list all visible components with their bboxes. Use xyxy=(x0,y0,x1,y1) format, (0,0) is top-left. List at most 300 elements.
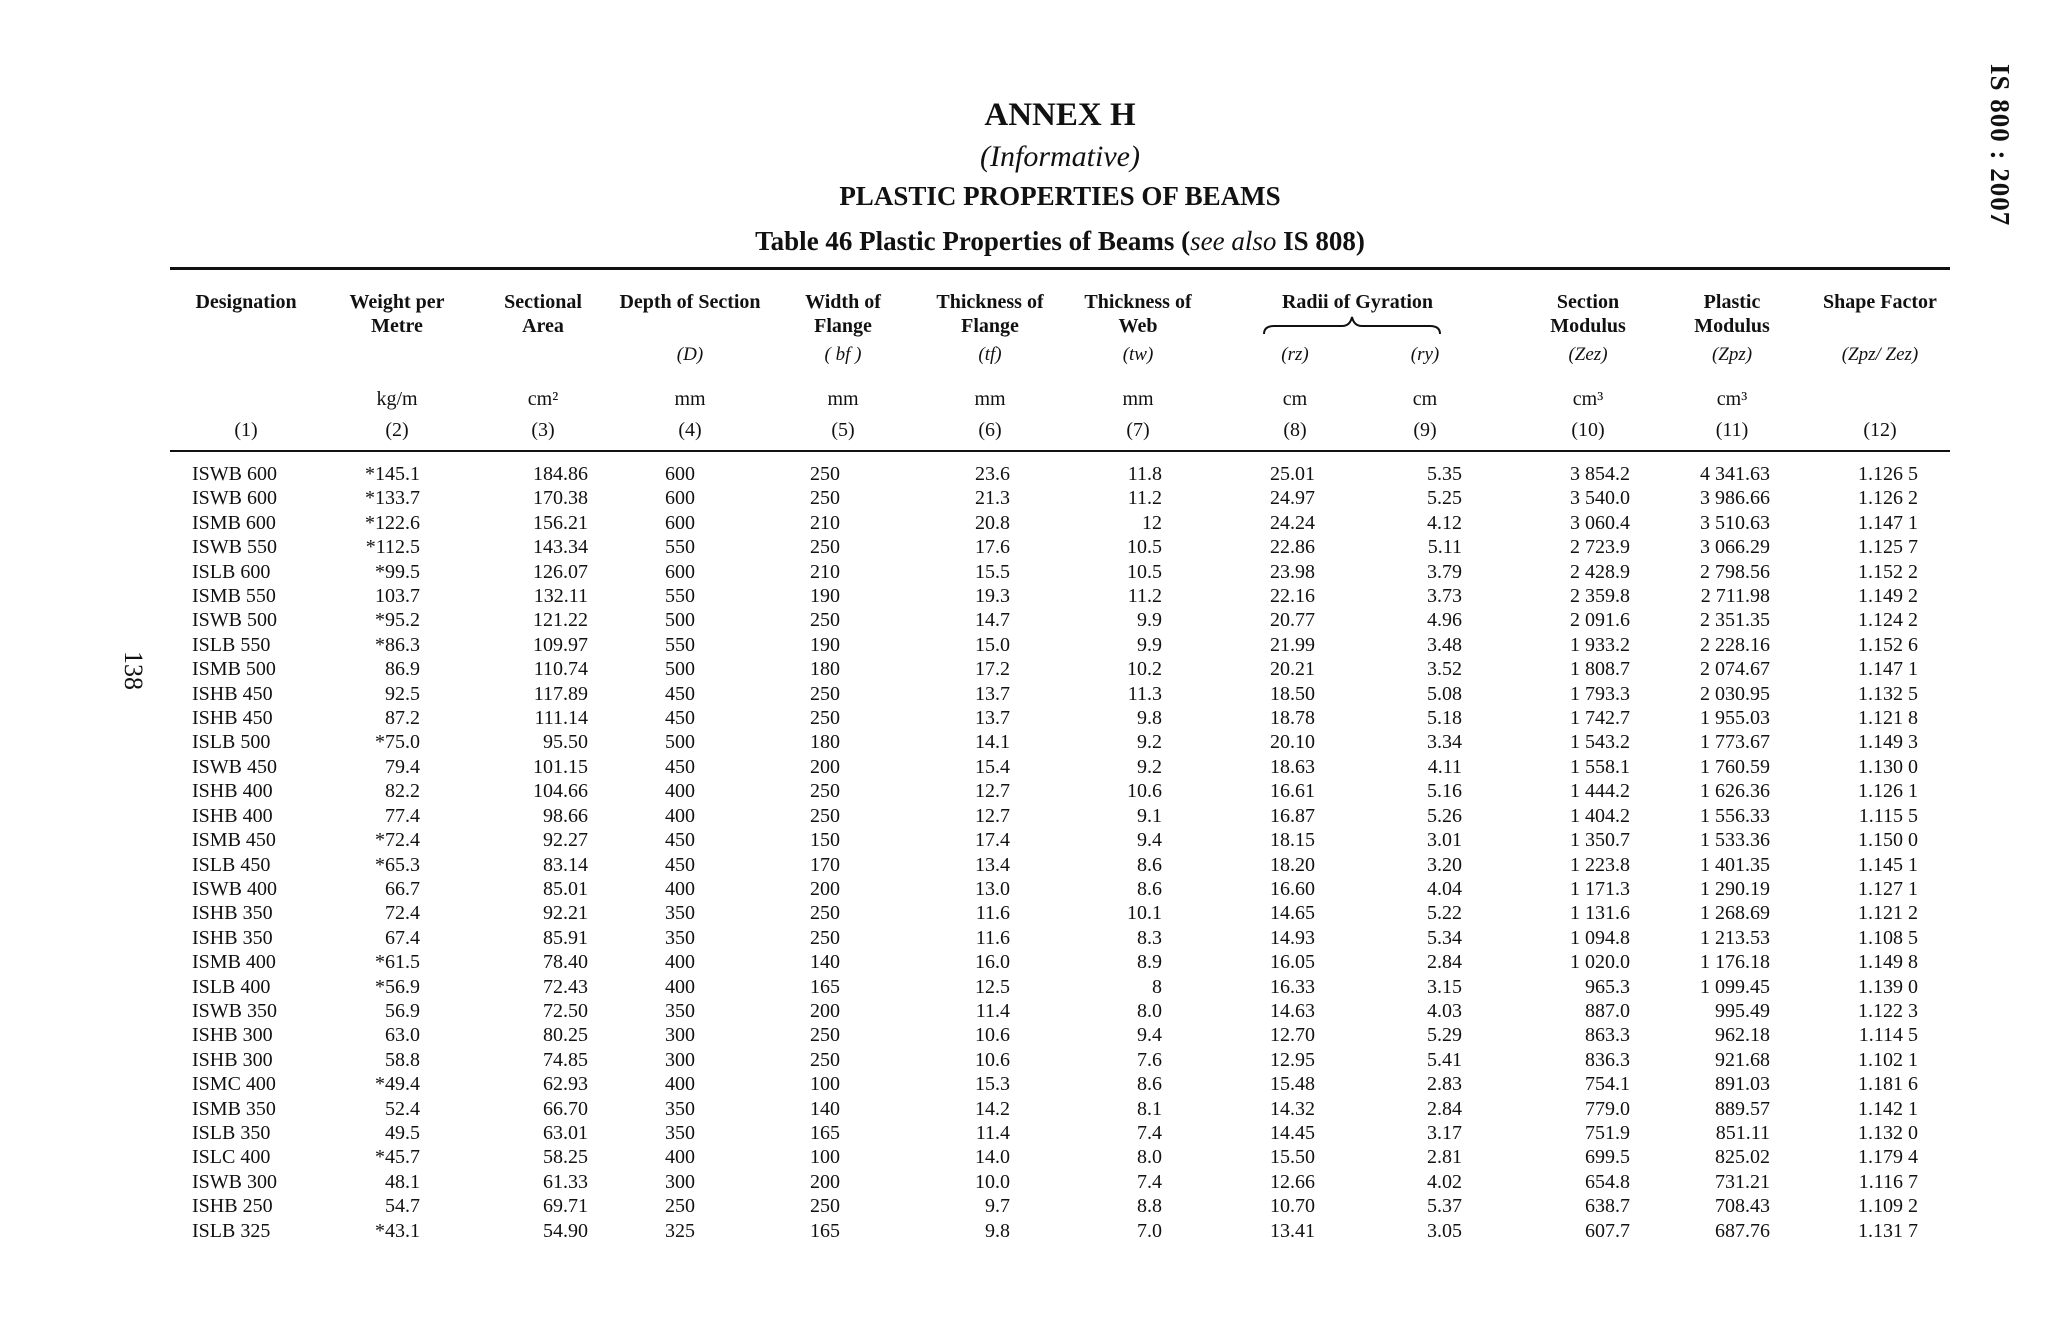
table-cell: 1 808.7 xyxy=(1570,658,1630,681)
table-cell: ISLB 550 xyxy=(192,633,271,656)
table-cell: 1.150 0 xyxy=(1858,829,1918,852)
table-cell: 17.6 xyxy=(975,536,1010,559)
column-header-line: Depth of Section xyxy=(619,291,761,313)
header-bottom-rule xyxy=(170,450,1950,452)
table-cell: 2.84 xyxy=(1427,1097,1462,1120)
column-header-10 xyxy=(1513,290,1663,338)
table-cell: 4.96 xyxy=(1427,609,1462,632)
table-cell: 10.6 xyxy=(975,1024,1010,1047)
table-cell: 13.41 xyxy=(1270,1219,1315,1242)
table-cell: 1 444.2 xyxy=(1570,780,1630,803)
table-cell: ISMB 500 xyxy=(192,658,276,681)
table-cell: 250 xyxy=(810,707,840,730)
table-cell: 18.20 xyxy=(1270,853,1315,876)
table-cell: 11.6 xyxy=(975,926,1010,949)
table-cell: 250 xyxy=(810,780,840,803)
column-number-4: (4) xyxy=(678,419,702,441)
table-cell: 184.86 xyxy=(533,463,588,485)
table-cell: 103.7 xyxy=(375,585,420,608)
table-cell: 500 xyxy=(665,658,695,681)
table-row xyxy=(192,853,1950,877)
table-cell: 779.0 xyxy=(1585,1097,1630,1120)
table-cell: 22.16 xyxy=(1270,585,1315,608)
table-cell: 170 xyxy=(810,853,840,876)
table-cell: 16.05 xyxy=(1270,951,1315,974)
table-cell: 1.179 4 xyxy=(1858,1146,1918,1169)
table-cell: 92.27 xyxy=(543,829,588,852)
table-cell: 8.6 xyxy=(1137,1073,1162,1096)
table-cell: ISWB 600 xyxy=(192,463,277,485)
column-symbol-9: (ry) xyxy=(1410,344,1440,365)
table-cell: 20.8 xyxy=(975,511,1010,534)
table-cell: 82.2 xyxy=(385,780,420,803)
column-number-9: (9) xyxy=(1413,419,1437,441)
table-cell: 1.147 1 xyxy=(1858,658,1918,681)
table-cell: 83.14 xyxy=(543,853,588,876)
table-cell: 56.9 xyxy=(385,999,420,1022)
table-cell: ISHB 450 xyxy=(192,682,273,705)
table-cell: 1 099.45 xyxy=(1700,975,1770,998)
column-header-line: Designation xyxy=(195,291,297,313)
table-cell: 12.7 xyxy=(975,804,1010,827)
table-cell: 170.38 xyxy=(533,487,588,510)
table-row xyxy=(192,1121,1950,1145)
table-cell: 77.4 xyxy=(385,804,420,827)
table-cell: 21.99 xyxy=(1270,633,1315,656)
column-header-1 xyxy=(171,290,321,314)
table-row xyxy=(192,1219,1950,1243)
column-unit-8: cm xyxy=(1282,388,1308,410)
table-cell: 16.33 xyxy=(1270,975,1315,998)
column-symbol-8: (rz) xyxy=(1281,344,1309,365)
table-cell: 1.126 2 xyxy=(1858,487,1918,510)
table-cell: 63.0 xyxy=(385,1024,420,1047)
table-cell: 80.25 xyxy=(543,1024,588,1047)
table-cell: 78.40 xyxy=(543,951,588,974)
column-header-line: Thickness of xyxy=(1084,291,1192,313)
table-cell: 9.8 xyxy=(985,1219,1010,1242)
table-cell: 4.12 xyxy=(1427,511,1462,534)
table-cell: 87.2 xyxy=(385,707,420,730)
table-cell: 600 xyxy=(665,560,695,583)
table-row xyxy=(192,1170,1950,1194)
column-number-1: (1) xyxy=(234,419,258,441)
column-symbol-10: (Zez) xyxy=(1568,344,1608,365)
table-row xyxy=(192,1023,1950,1047)
table-cell: 500 xyxy=(665,609,695,632)
table-cell: 1 020.0 xyxy=(1570,951,1630,974)
table-cell: 731.21 xyxy=(1715,1170,1770,1193)
table-cell: 10.5 xyxy=(1127,560,1162,583)
table-cell: 1 131.6 xyxy=(1570,902,1630,925)
table-cell: 48.1 xyxy=(385,1170,420,1193)
table-cell: 250 xyxy=(810,487,840,510)
table-cell: 250 xyxy=(810,1024,840,1047)
table-row xyxy=(192,706,1950,730)
table-cell: 1 933.2 xyxy=(1570,633,1630,656)
table-cell: 165 xyxy=(810,1219,840,1242)
table-cell: 1.125 7 xyxy=(1858,536,1918,559)
table-cell: 14.45 xyxy=(1270,1121,1315,1144)
table-cell: 1.102 1 xyxy=(1858,1048,1918,1071)
table-cell: 1.114 5 xyxy=(1858,1024,1918,1047)
table-row xyxy=(192,657,1950,681)
table-cell: 180 xyxy=(810,731,840,754)
table-cell: 3 854.2 xyxy=(1570,463,1630,485)
table-cell: 85.01 xyxy=(543,877,588,900)
table-cell: 1.149 8 xyxy=(1858,951,1918,974)
table-row xyxy=(192,901,1950,925)
table-cell: 62.93 xyxy=(543,1073,588,1096)
table-cell: *65.3 xyxy=(375,853,420,876)
column-symbol-12: (Zpz/ Zez) xyxy=(1841,344,1919,365)
column-symbol-11: (Zpz) xyxy=(1711,344,1753,365)
table-cell: 9.4 xyxy=(1137,829,1162,852)
table-cell: 350 xyxy=(665,999,695,1022)
table-row xyxy=(192,682,1950,706)
section-title: PLASTIC PROPERTIES OF BEAMS xyxy=(839,181,1281,211)
table-cell: 1.131 7 xyxy=(1858,1219,1918,1242)
table-cell: 3 510.63 xyxy=(1700,511,1770,534)
column-header-4 xyxy=(615,290,765,314)
table-cell: 1.149 2 xyxy=(1858,585,1918,608)
table-row xyxy=(192,486,1950,510)
table-cell: 17.2 xyxy=(975,658,1010,681)
table-cell: 1.147 1 xyxy=(1858,511,1918,534)
table-cell: 49.5 xyxy=(385,1121,420,1144)
table-title-suffix: IS 808) xyxy=(1276,226,1365,256)
table-cell: 1 213.53 xyxy=(1700,926,1770,949)
table-cell: 5.22 xyxy=(1427,902,1462,925)
table-row xyxy=(192,608,1950,632)
table-cell: 10.1 xyxy=(1127,902,1162,925)
column-header-line: Weight per xyxy=(349,291,445,313)
table-cell: 14.65 xyxy=(1270,902,1315,925)
table-cell: 4.03 xyxy=(1427,999,1462,1022)
table-cell: 8.3 xyxy=(1137,926,1162,949)
table-cell: 1 401.35 xyxy=(1700,853,1770,876)
table-cell: 190 xyxy=(810,585,840,608)
table-cell: 550 xyxy=(665,585,695,608)
table-cell: 210 xyxy=(810,560,840,583)
table-cell: 400 xyxy=(665,1146,695,1169)
table-cell: *86.3 xyxy=(375,633,420,656)
table-cell: 3.05 xyxy=(1427,1219,1462,1242)
table-cell: 117.89 xyxy=(533,682,588,705)
table-cell: 1.124 2 xyxy=(1858,609,1918,632)
table-cell: 10.0 xyxy=(975,1170,1010,1193)
table-cell: 1 543.2 xyxy=(1570,731,1630,754)
table-cell: 16.0 xyxy=(975,951,1010,974)
column-header-2 xyxy=(322,290,472,338)
table-cell: 14.1 xyxy=(975,731,1010,754)
column-number-12: (12) xyxy=(1863,419,1897,441)
column-unit-11: cm³ xyxy=(1716,388,1748,410)
table-cell: 9.9 xyxy=(1137,633,1162,656)
table-cell: ISWB 500 xyxy=(192,609,277,632)
table-cell: 180 xyxy=(810,658,840,681)
table-cell: 1.181 6 xyxy=(1858,1073,1918,1096)
table-cell: 450 xyxy=(665,853,695,876)
table-cell: 165 xyxy=(810,975,840,998)
table-cell: ISHB 450 xyxy=(192,707,273,730)
table-cell: 12.70 xyxy=(1270,1024,1315,1047)
table-cell: 3.01 xyxy=(1427,829,1462,852)
table-cell: 4 341.63 xyxy=(1700,463,1770,485)
table-cell: 8.9 xyxy=(1137,951,1162,974)
column-number-2: (2) xyxy=(385,419,409,441)
table-cell: 1 533.36 xyxy=(1700,829,1770,852)
table-cell: 69.71 xyxy=(543,1195,588,1218)
table-cell: 3.20 xyxy=(1427,853,1462,876)
table-row xyxy=(192,1048,1950,1072)
table-cell: 8.1 xyxy=(1137,1097,1162,1120)
table-cell: 14.2 xyxy=(975,1097,1010,1120)
table-cell: 58.25 xyxy=(543,1146,588,1169)
table-cell: 92.5 xyxy=(385,682,420,705)
table-row xyxy=(192,779,1950,803)
table-cell: 1.121 2 xyxy=(1858,902,1918,925)
table-cell: 143.34 xyxy=(533,536,588,559)
column-header-line: Sectional xyxy=(504,291,582,313)
table-row xyxy=(192,877,1950,901)
table-cell: 8.0 xyxy=(1137,999,1162,1022)
table-cell: 24.24 xyxy=(1270,511,1315,534)
table-cell: 9.1 xyxy=(1137,804,1162,827)
table-cell: 5.25 xyxy=(1427,487,1462,510)
table-cell: 79.4 xyxy=(385,755,420,778)
table-cell: 600 xyxy=(665,511,695,534)
table-row xyxy=(192,560,1950,584)
column-header-3 xyxy=(468,290,618,338)
table-cell: *61.5 xyxy=(375,951,420,974)
table-cell: 110.74 xyxy=(533,658,588,681)
table-cell: 450 xyxy=(665,755,695,778)
title-block xyxy=(170,95,1950,261)
table-cell: 14.63 xyxy=(1270,999,1315,1022)
table-cell: 1.127 1 xyxy=(1858,877,1918,900)
column-header-line: Web xyxy=(1118,315,1158,337)
table-cell: 18.50 xyxy=(1270,682,1315,705)
table-row xyxy=(192,926,1950,950)
table-cell: ISMB 350 xyxy=(192,1097,276,1120)
table-cell: 12.7 xyxy=(975,780,1010,803)
table-row xyxy=(192,462,1950,486)
table-cell: 8.6 xyxy=(1137,853,1162,876)
table-cell: 2 030.95 xyxy=(1700,682,1770,705)
table-cell: 1.132 5 xyxy=(1858,682,1918,705)
table-cell: 200 xyxy=(810,755,840,778)
table-cell: 8.6 xyxy=(1137,877,1162,900)
column-header-line: Metre xyxy=(371,315,423,337)
table-cell: 250 xyxy=(810,902,840,925)
table-cell: 2 711.98 xyxy=(1700,585,1770,608)
table-cell: 66.70 xyxy=(543,1097,588,1120)
table-top-rule xyxy=(170,267,1950,270)
table-cell: 22.86 xyxy=(1270,536,1315,559)
table-cell: 1.152 2 xyxy=(1858,560,1918,583)
table-cell: 23.98 xyxy=(1270,560,1315,583)
table-cell: ISLB 500 xyxy=(192,731,271,754)
column-symbol-5: ( bf ) xyxy=(824,344,862,365)
table-cell: 92.21 xyxy=(543,902,588,925)
table-cell: 20.10 xyxy=(1270,731,1315,754)
column-unit-2: kg/m xyxy=(376,388,418,410)
column-number-10: (10) xyxy=(1571,419,1605,441)
table-cell: ISLB 600 xyxy=(192,560,271,583)
table-cell: 12.66 xyxy=(1270,1170,1315,1193)
table-cell: 132.11 xyxy=(533,585,588,608)
table-row xyxy=(192,1194,1950,1218)
table-cell: 2 351.35 xyxy=(1700,609,1770,632)
table-cell: ISMB 600 xyxy=(192,511,276,534)
table-row xyxy=(192,950,1950,974)
table-cell: 12.5 xyxy=(975,975,1010,998)
table-row xyxy=(192,730,1950,754)
table-cell: 24.97 xyxy=(1270,487,1315,510)
table-cell: 54.7 xyxy=(385,1195,420,1218)
table-cell: *72.4 xyxy=(375,829,420,852)
table-cell: 250 xyxy=(665,1195,695,1218)
column-unit-9: cm xyxy=(1412,388,1438,410)
table-cell: 887.0 xyxy=(1585,999,1630,1022)
table-cell: 8.0 xyxy=(1137,1146,1162,1169)
column-header-11 xyxy=(1657,290,1807,338)
table-cell: 140 xyxy=(810,1097,840,1120)
table-cell: 18.78 xyxy=(1270,707,1315,730)
table-cell: 2 723.9 xyxy=(1570,536,1630,559)
table-cell: 3.48 xyxy=(1427,633,1462,656)
table-cell: 1.139 0 xyxy=(1858,975,1918,998)
table-cell: *99.5 xyxy=(375,560,420,583)
table-cell: *45.7 xyxy=(375,1146,420,1169)
table-cell: 300 xyxy=(665,1024,695,1047)
table-cell: 450 xyxy=(665,707,695,730)
table-cell: ISHB 300 xyxy=(192,1048,273,1071)
table-cell: 165 xyxy=(810,1121,840,1144)
column-header-line: Section xyxy=(1556,291,1620,313)
table-cell: 9.7 xyxy=(985,1195,1010,1218)
table-cell: 600 xyxy=(665,487,695,510)
table-cell: 98.66 xyxy=(543,804,588,827)
table-cell: 350 xyxy=(665,926,695,949)
table-cell: 15.0 xyxy=(975,633,1010,656)
table-cell: 15.3 xyxy=(975,1073,1010,1096)
table-cell: ISHB 300 xyxy=(192,1024,273,1047)
table-cell: 1 223.8 xyxy=(1570,853,1630,876)
table-cell: 16.60 xyxy=(1270,877,1315,900)
table-cell: 95.50 xyxy=(543,731,588,754)
table-cell: 325 xyxy=(665,1219,695,1242)
table-cell: ISHB 400 xyxy=(192,804,273,827)
table-cell: 9.2 xyxy=(1137,755,1162,778)
table-cell: 300 xyxy=(665,1170,695,1193)
table-cell: 965.3 xyxy=(1585,975,1630,998)
table-cell: 150 xyxy=(810,829,840,852)
table-cell: 250 xyxy=(810,1048,840,1071)
table-cell: 2 359.8 xyxy=(1570,585,1630,608)
table-cell: 863.3 xyxy=(1585,1024,1630,1047)
table-cell: 1.152 6 xyxy=(1858,633,1918,656)
table-cell: 14.32 xyxy=(1270,1097,1315,1120)
table-cell: 15.4 xyxy=(975,755,1010,778)
table-cell: 250 xyxy=(810,926,840,949)
table-cell: ISLC 400 xyxy=(192,1146,271,1169)
table-cell: 2 074.67 xyxy=(1700,658,1770,681)
table-cell: 2 091.6 xyxy=(1570,609,1630,632)
table-cell: 15.48 xyxy=(1270,1073,1315,1096)
table-cell: 7.4 xyxy=(1137,1170,1162,1193)
table-cell: 891.03 xyxy=(1715,1073,1770,1096)
table-cell: 21.3 xyxy=(975,487,1010,510)
table-cell: 210 xyxy=(810,511,840,534)
table-cell: 3.79 xyxy=(1427,560,1462,583)
table-cell: 1.142 1 xyxy=(1858,1097,1918,1120)
plastic-properties-table xyxy=(192,462,1950,1243)
table-row xyxy=(192,535,1950,559)
table-row xyxy=(192,804,1950,828)
table-cell: 9.8 xyxy=(1137,707,1162,730)
table-cell: 10.5 xyxy=(1127,536,1162,559)
table-cell: 25.01 xyxy=(1270,463,1315,485)
annex-heading: ANNEX H xyxy=(984,97,1136,133)
table-row xyxy=(192,1097,1950,1121)
table-cell: 86.9 xyxy=(385,658,420,681)
table-cell: 3 540.0 xyxy=(1570,487,1630,510)
table-cell: 200 xyxy=(810,999,840,1022)
table-cell: 600 xyxy=(665,463,695,485)
column-header-6 xyxy=(915,290,1065,338)
table-cell: 9.2 xyxy=(1137,731,1162,754)
column-header-line: Thickness of xyxy=(936,291,1044,313)
table-cell: 9.9 xyxy=(1137,609,1162,632)
table-cell: 2 228.16 xyxy=(1700,633,1770,656)
table-cell: ISWB 450 xyxy=(192,755,277,778)
table-cell: 751.9 xyxy=(1585,1121,1630,1144)
table-cell: 15.5 xyxy=(975,560,1010,583)
column-number-7: (7) xyxy=(1126,419,1150,441)
table-cell: 1.109 2 xyxy=(1858,1195,1918,1218)
table-cell: 1 793.3 xyxy=(1570,682,1630,705)
table-cell: 11.6 xyxy=(975,902,1010,925)
table-cell: *95.2 xyxy=(375,609,420,632)
table-cell: 140 xyxy=(810,951,840,974)
table-cell: 5.29 xyxy=(1427,1024,1462,1047)
column-number-3: (3) xyxy=(531,419,555,441)
table-cell: ISLB 400 xyxy=(192,975,271,998)
table-cell: 300 xyxy=(665,1048,695,1071)
table-cell: 7.0 xyxy=(1137,1219,1162,1242)
table-cell: 889.57 xyxy=(1715,1097,1770,1120)
column-number-11: (11) xyxy=(1715,419,1749,441)
table-row xyxy=(192,1145,1950,1169)
table-cell: 1 760.59 xyxy=(1700,755,1770,778)
table-cell: 3.15 xyxy=(1427,975,1462,998)
table-cell: 550 xyxy=(665,536,695,559)
table-cell: 5.08 xyxy=(1427,682,1462,705)
column-unit-3: cm² xyxy=(527,388,559,410)
table-cell: *145.1 xyxy=(365,463,420,485)
table-cell: 72.4 xyxy=(385,902,420,925)
table-row xyxy=(192,584,1950,608)
table-cell: 5.18 xyxy=(1427,707,1462,730)
table-cell: 19.3 xyxy=(975,585,1010,608)
table-cell: 11.4 xyxy=(975,999,1010,1022)
table-cell: 11.8 xyxy=(1127,463,1162,485)
table-cell: 14.0 xyxy=(975,1146,1010,1169)
table-cell: 15.50 xyxy=(1270,1146,1315,1169)
table-cell: 4.02 xyxy=(1427,1170,1462,1193)
